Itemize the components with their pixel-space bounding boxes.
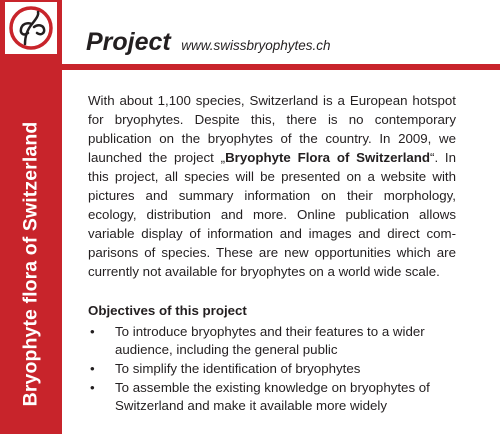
intro-continued-text: “. In this project, all species will be presented on a website with pictures and summary information on their morphology, ecology, distribution and more. Online publication allows variable display of information and images and direct comparisons of species. These are new opportunities which are currently not available for bryophytes on a world wide scale. <box>88 150 456 280</box>
sidebar <box>0 0 62 434</box>
list-item <box>88 360 456 378</box>
objectives-list <box>88 323 456 416</box>
website-link[interactable]: www.swissbryophytes.ch <box>181 38 331 53</box>
header-divider <box>62 64 500 70</box>
intro-paragraph <box>88 91 456 281</box>
objectives-heading: Objectives of this project <box>88 303 247 318</box>
page-title: Project <box>86 28 171 56</box>
list-item <box>88 323 456 359</box>
project-name: Bryophyte Flora of Switzerland <box>225 150 431 166</box>
page-header <box>86 28 331 57</box>
objective-text: To simplify the identification of bryophytes <box>115 361 361 376</box>
bullet-icon: • <box>90 361 95 376</box>
objective-text: To assemble the existing knowledge on bryophytes of Switzerland and make it available more widely <box>115 380 430 413</box>
moss-sprout-logo-icon <box>5 2 57 54</box>
sidebar-title: Bryophyte flora of Switzerland <box>19 121 42 407</box>
objective-text: To introduce bryophytes and their features to a wider audience, including the general public <box>115 324 425 357</box>
bullet-icon: • <box>90 324 95 339</box>
list-item <box>88 379 456 415</box>
intro-text: With about 1,100 species, Switzerland is a European hotspot for bryophytes. Despite this, there is no contemporary publication on the bryophytes of the country. In 2009, we launched the project „ <box>88 93 456 166</box>
bullet-icon: • <box>90 380 95 395</box>
